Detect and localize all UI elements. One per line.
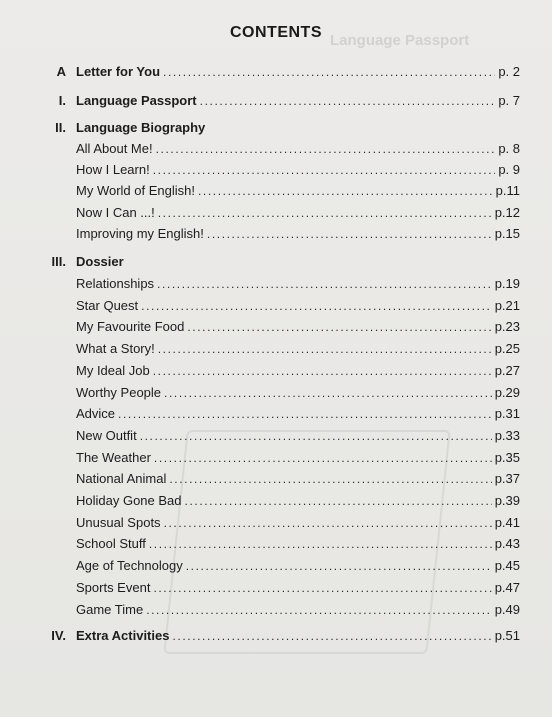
toc-entry-label: All About Me! — [76, 141, 153, 156]
page-number: p.21 — [494, 297, 520, 313]
page-number: p.39 — [494, 493, 520, 508]
toc-entry — [76, 535, 520, 553]
toc-entry — [76, 225, 520, 243]
toc-entry-label: National Animal — [76, 471, 167, 487]
toc-entry-label: School Stuff — [76, 536, 146, 552]
dot-leader — [163, 63, 495, 81]
dot-leader — [118, 405, 492, 423]
dot-leader — [153, 579, 491, 597]
toc-row[interactable] — [0, 405, 552, 423]
toc-entry-label: Language Passport — [76, 93, 197, 108]
dot-leader — [157, 275, 492, 293]
toc-entry — [76, 318, 520, 336]
toc-entry — [76, 63, 520, 81]
page-number: p.19 — [494, 276, 520, 291]
page-number: p.23 — [494, 319, 520, 335]
toc-entry — [76, 362, 520, 380]
toc-row[interactable] — [0, 182, 552, 200]
toc-row[interactable] — [0, 557, 552, 575]
section-number: IV. — [51, 628, 66, 643]
page-title: CONTENTS — [230, 24, 322, 41]
toc-row[interactable] — [0, 140, 552, 158]
toc-entry-label: Unusual Spots — [76, 514, 161, 530]
toc-heading-biography — [0, 119, 552, 137]
page-number: p.37 — [494, 471, 520, 487]
section-number: A — [56, 64, 66, 79]
toc-entry-label: Worthy People — [76, 384, 162, 400]
section-number: II. — [55, 120, 66, 135]
toc-row[interactable] — [0, 492, 552, 510]
page-number: p. 2 — [498, 64, 520, 79]
toc-row-passport[interactable] — [0, 92, 552, 110]
toc-entry — [76, 627, 520, 645]
page-number: p.47 — [494, 579, 520, 595]
dot-leader — [140, 427, 492, 445]
dot-leader — [153, 362, 492, 380]
toc-entry-label: What a Story! — [76, 341, 155, 357]
dot-leader — [146, 601, 492, 619]
dot-leader — [156, 140, 496, 158]
toc-entry-label: My Favourite Food — [76, 319, 185, 335]
page-number: p.41 — [494, 514, 520, 530]
toc-entry — [76, 449, 520, 467]
toc-row[interactable] — [0, 225, 552, 243]
dot-leader — [158, 204, 492, 222]
toc-entry — [76, 601, 520, 619]
toc-row[interactable] — [0, 318, 552, 336]
toc-row[interactable] — [0, 535, 552, 553]
page-number: p.43 — [494, 536, 520, 552]
toc-row[interactable] — [0, 427, 552, 445]
toc-entry — [76, 161, 520, 179]
toc-heading-dossier — [0, 253, 552, 271]
toc-entry-label: Game Time — [76, 601, 144, 617]
toc-entry-label: Advice — [76, 406, 116, 422]
page-number: p. 8 — [498, 141, 520, 156]
toc-entry-label: New Outfit — [76, 427, 137, 443]
section-heading: Dossier — [76, 254, 124, 269]
toc-row[interactable] — [0, 297, 552, 315]
toc-entry — [76, 557, 520, 575]
dot-leader — [153, 161, 496, 179]
toc-row[interactable] — [0, 449, 552, 467]
toc-entry — [76, 340, 520, 358]
page-number: p.51 — [494, 628, 520, 643]
dot-leader — [186, 557, 492, 575]
toc-entry-label: How I Learn! — [76, 162, 150, 178]
dot-leader — [187, 318, 491, 336]
toc-row-letter[interactable] — [0, 63, 552, 81]
dot-leader — [169, 470, 491, 488]
page-number: p.31 — [494, 406, 520, 422]
toc-row[interactable] — [0, 384, 552, 402]
section-number: III. — [51, 254, 66, 269]
dot-leader — [158, 340, 492, 358]
section-number: I. — [58, 93, 66, 108]
dot-leader — [154, 449, 492, 467]
toc-entry — [76, 204, 520, 222]
page-number: p.27 — [494, 362, 520, 378]
toc-entry-label: Age of Technology — [76, 558, 183, 574]
toc-entry — [76, 140, 520, 158]
page-number: p.49 — [494, 601, 520, 617]
page-number: p.29 — [494, 384, 520, 400]
page-number: p.11 — [495, 183, 520, 199]
toc-row[interactable] — [0, 470, 552, 488]
toc-row[interactable] — [0, 514, 552, 532]
dot-leader — [164, 514, 492, 532]
toc-row[interactable] — [0, 340, 552, 358]
toc-row[interactable] — [0, 161, 552, 179]
toc-entry-label: Star Quest — [76, 297, 139, 313]
toc-entry — [76, 427, 520, 445]
toc-entry-label: Relationships — [76, 276, 155, 291]
toc-entry-label: My World of English! — [76, 183, 195, 199]
dot-leader — [141, 297, 492, 315]
toc-entry-label: Sports Event — [76, 579, 151, 595]
toc-row-extra[interactable] — [0, 627, 552, 645]
toc-row[interactable] — [0, 579, 552, 597]
toc-row[interactable] — [0, 275, 552, 293]
toc-entry — [76, 182, 520, 200]
page-number: p.12 — [494, 204, 520, 220]
section-heading: Language Biography — [76, 120, 206, 135]
dot-leader — [172, 627, 491, 645]
toc-row[interactable] — [0, 601, 552, 619]
dot-leader — [149, 535, 492, 553]
toc-entry — [76, 384, 520, 402]
toc-entry-label: The Weather — [76, 449, 151, 465]
toc-entry-label: My Ideal Job — [76, 362, 150, 378]
toc-row[interactable] — [0, 204, 552, 222]
toc-entry-label: Now I Can ...! — [76, 204, 155, 220]
page-number: p.45 — [494, 558, 520, 574]
page-number: p.33 — [494, 427, 520, 443]
toc-entry — [76, 275, 520, 293]
toc-entry — [76, 297, 520, 315]
toc-entry — [76, 579, 520, 597]
bleed-through-text: Language Passport — [330, 32, 470, 49]
page-number: p. 9 — [498, 162, 520, 178]
toc-entry — [76, 470, 520, 488]
toc-entry-label: Holiday Gone Bad — [76, 493, 182, 508]
toc-row[interactable] — [0, 362, 552, 380]
dot-leader — [200, 92, 496, 110]
toc-entry-label: Extra Activities — [76, 628, 170, 643]
toc-entry-label: Letter for You — [76, 64, 161, 79]
toc-entry-label: Improving my English! — [76, 225, 204, 241]
page-number: p.15 — [494, 225, 520, 241]
dot-leader — [164, 384, 492, 402]
dot-leader — [198, 182, 493, 200]
toc-entry — [76, 405, 520, 423]
page-number: p.35 — [494, 449, 520, 465]
toc-entry — [76, 92, 520, 110]
page-number: p.25 — [494, 341, 520, 357]
dot-leader — [185, 492, 492, 510]
dot-leader — [207, 225, 492, 243]
toc-entry — [76, 492, 520, 510]
toc-entry — [76, 514, 520, 532]
page-number: p. 7 — [498, 93, 520, 108]
